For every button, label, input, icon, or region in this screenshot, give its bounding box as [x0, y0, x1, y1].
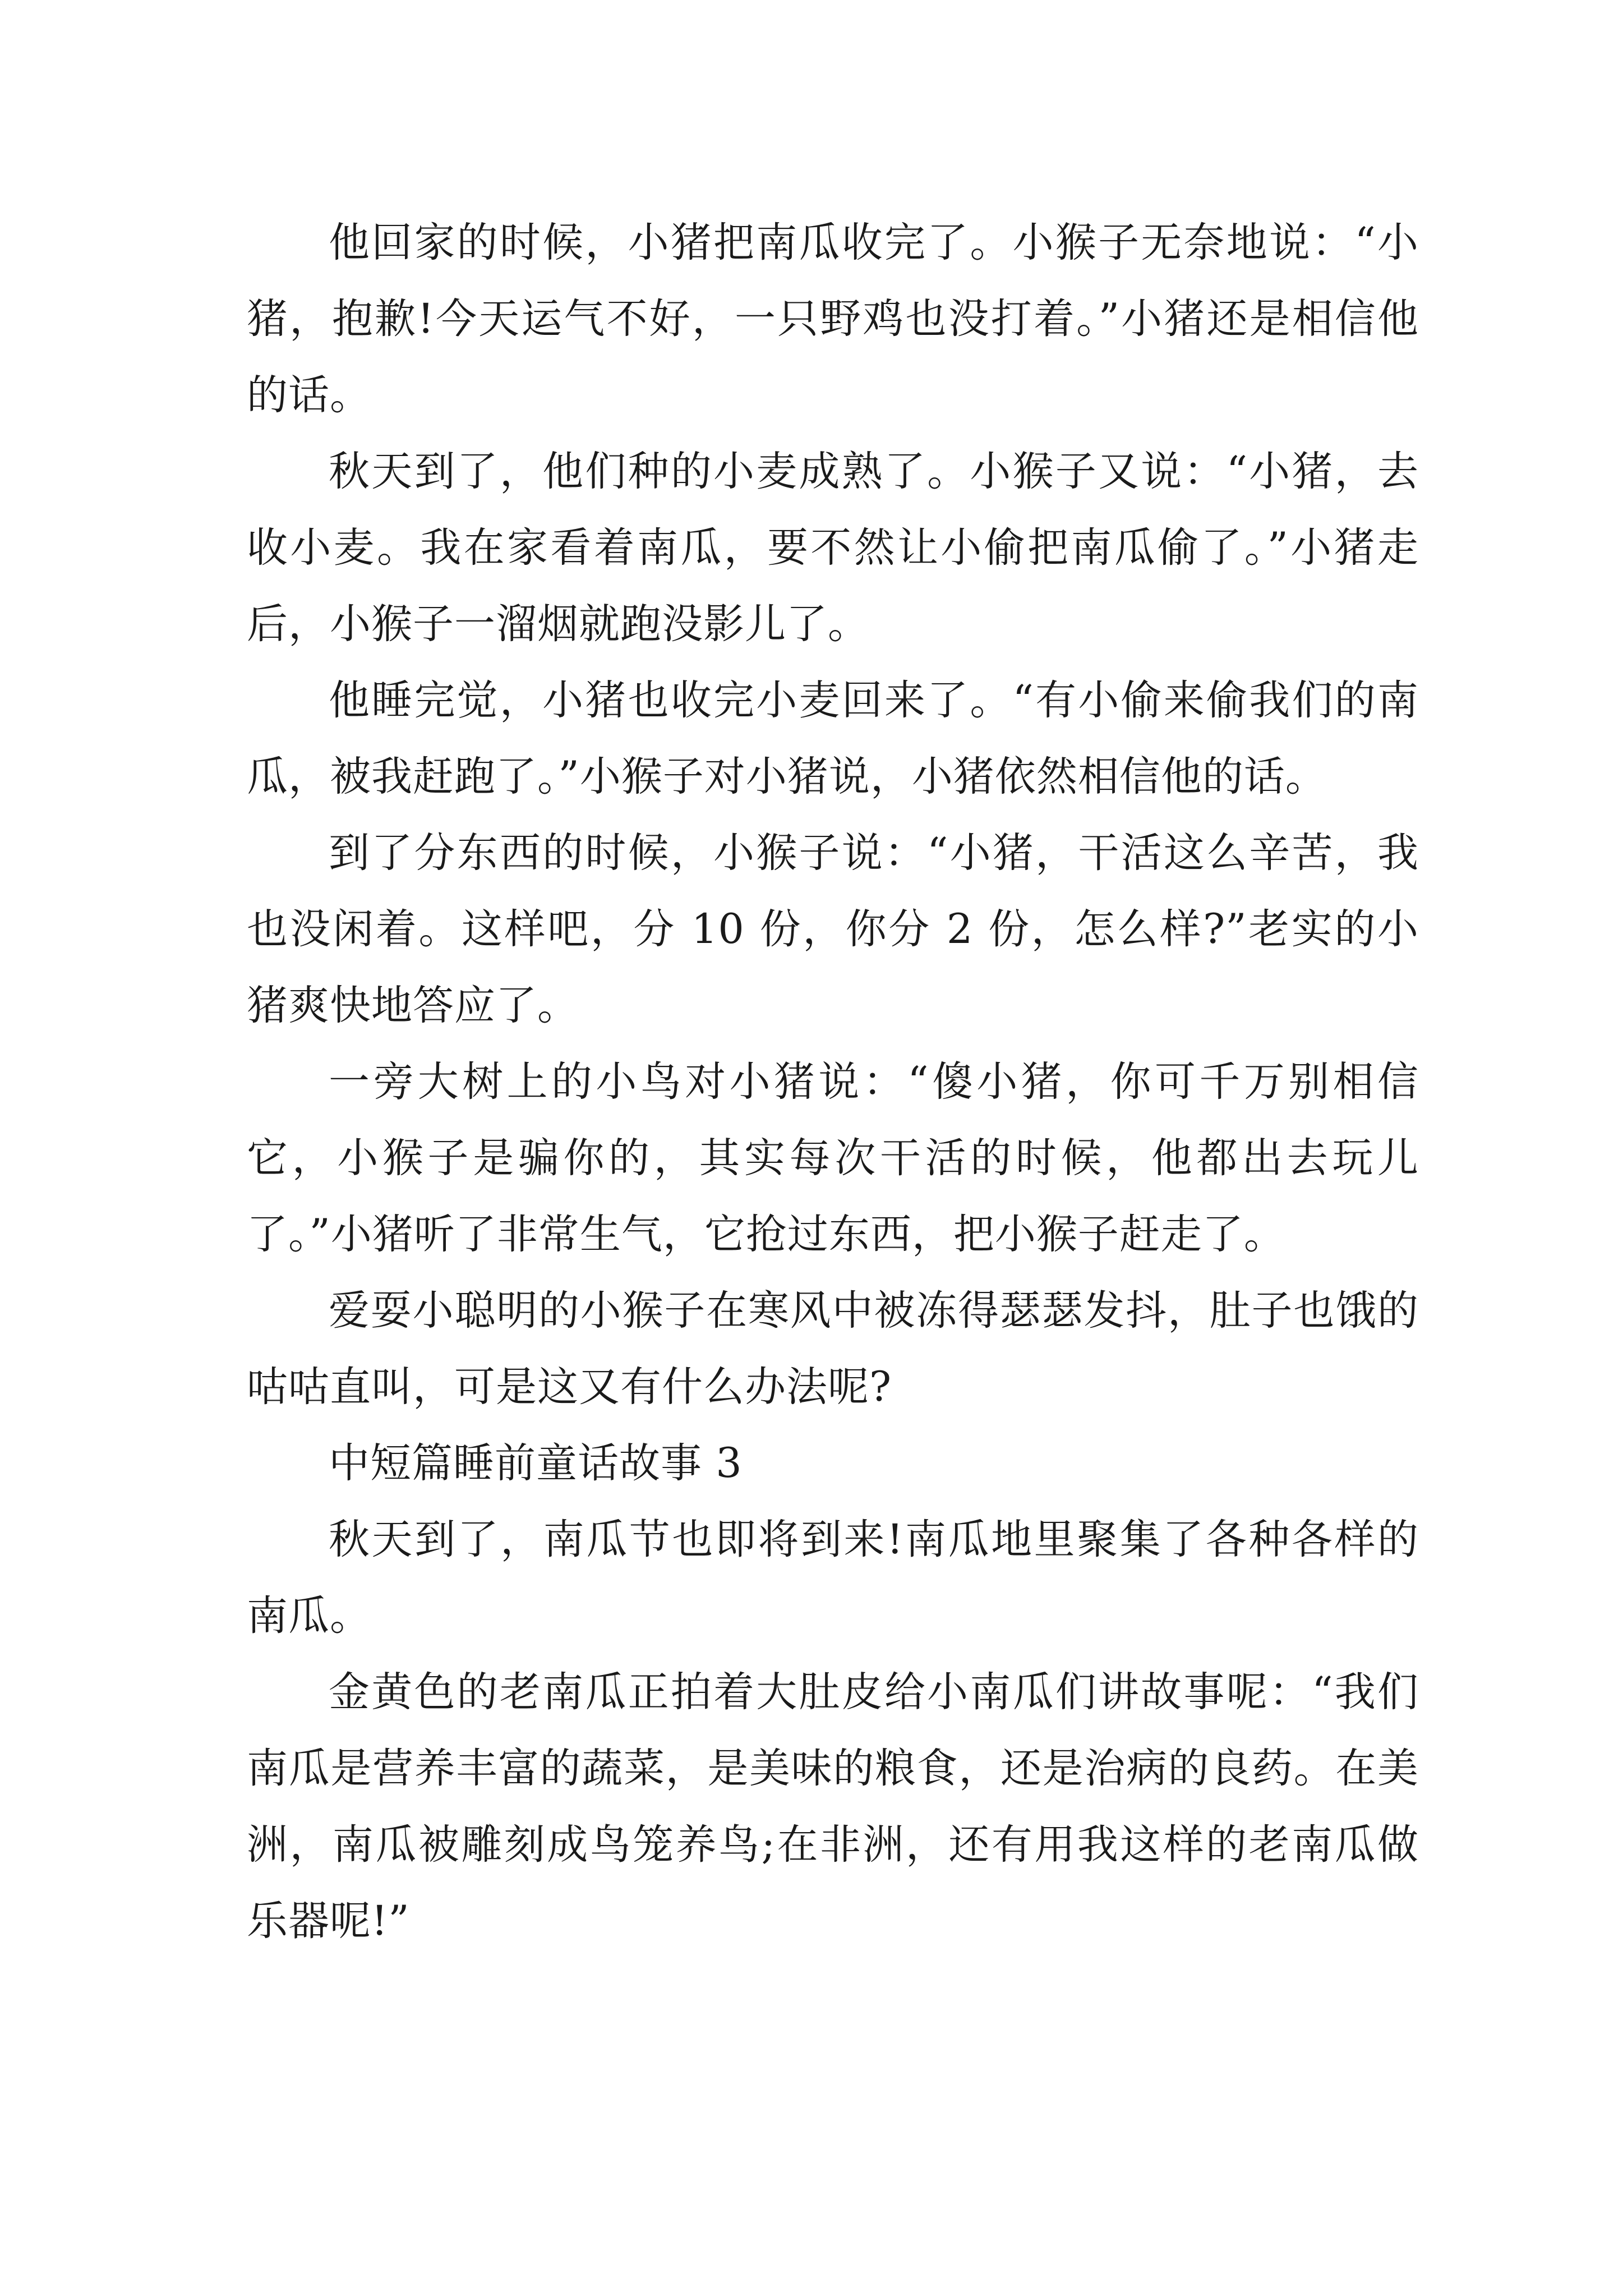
section-heading: 中短篇睡前童话故事 3 — [329, 1439, 743, 1487]
document-body — [247, 205, 1419, 1959]
paragraph-1: 他回家的时候，小猪把南瓜收完了。小猴子无奈地说：“小猪，抱歉!今天运气不好，一只野鸡也没打着。”小猪还是相信他的话。 — [247, 219, 1419, 419]
paragraph-8: 金黄色的老南瓜正拍着大肚皮给小南瓜们讲故事呢：“我们南瓜是营养丰富的蔬菜，是美味的粮食，还是治病的良药。在美洲，南瓜被雕刻成鸟笼养鸟;在非洲，还有用我这样的老南瓜做乐器呢!” — [247, 1668, 1419, 1945]
paragraph-7: 秋天到了，南瓜节也即将到来!南瓜地里聚集了各种各样的南瓜。 — [247, 1516, 1419, 1640]
paragraph-5: 一旁大树上的小鸟对小猪说：“傻小猪，你可千万别相信它，小猴子是骗你的，其实每次干活的时候，他都出去玩儿了。”小猪听了非常生气，它抢过东西，把小猴子赶走了。 — [247, 1058, 1419, 1258]
paragraph-6: 爱耍小聪明的小猴子在寒风中被冻得瑟瑟发抖，肚子也饿的咕咕直叫，可是这又有什么办法呢? — [247, 1287, 1419, 1411]
paragraph-4: 到了分东西的时候，小猴子说：“小猪，干活这么辛苦，我也没闲着。这样吧，分 10 份，你分 2 份，怎么样?”老实的小猪爽快地答应了。 — [247, 829, 1419, 1029]
paragraph-3: 他睡完觉，小猪也收完小麦回来了。“有小偷来偷我们的南瓜，被我赶跑了。”小猴子对小猪说，小猪依然相信他的话。 — [247, 677, 1419, 800]
paragraph-2: 秋天到了，他们种的小麦成熟了。小猴子又说：“小猪，去收小麦。我在家看着南瓜，要不然让小偷把南瓜偷了。”小猪走后，小猴子一溜烟就跑没影儿了。 — [247, 448, 1419, 648]
